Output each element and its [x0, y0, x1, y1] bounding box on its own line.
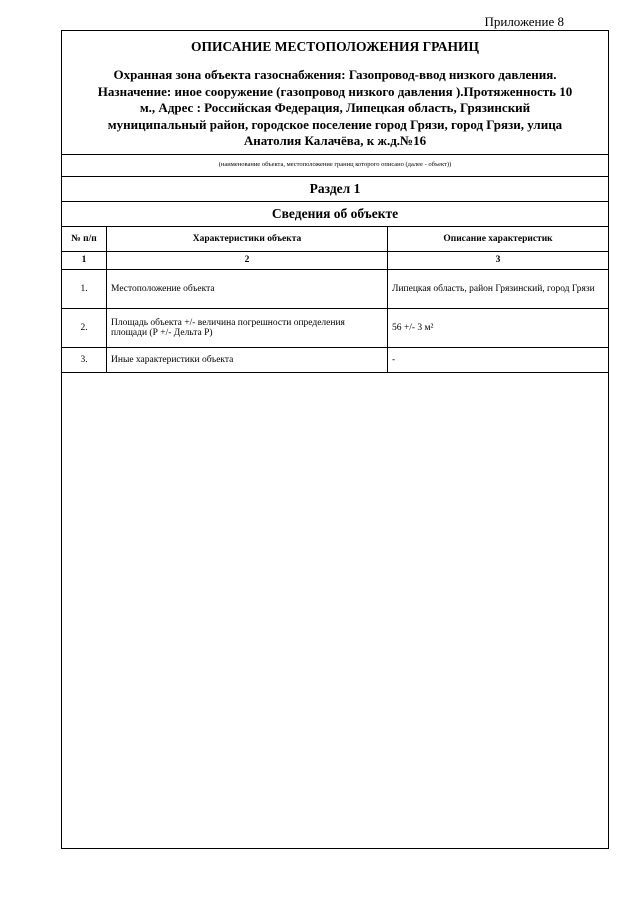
table-header-description: Описание характеристик [388, 226, 609, 251]
table-row [62, 269, 608, 308]
object-description [70, 67, 600, 150]
object-description-line: Анатолия Калачёва, к ж.д.№16 [243, 133, 427, 148]
divider [62, 154, 608, 155]
document-frame [61, 30, 609, 849]
object-description-line: м., Адрес : Российская Федерация, Липецкая область, Грязинский [139, 100, 531, 115]
row-description: 56 +/- 3 м² [388, 308, 609, 347]
row-number: 3. [62, 347, 107, 372]
table-row [62, 347, 608, 372]
object-description-line: Назначение: иное сооружение (газопровод низкого давления ).Протяженность 10 [97, 83, 573, 99]
table-header-number: № п/п [62, 226, 107, 251]
document-title: ОПИСАНИЕ МЕСТОПОЛОЖЕНИЯ ГРАНИЦ [191, 39, 479, 54]
section-subtitle: Сведения об объекте [271, 205, 399, 221]
table-header-characteristic: Характеристики объекта [107, 226, 388, 251]
object-description-line: Охранная зона объекта газоснабжения: Газопровод-ввод низкого давления. [113, 67, 557, 82]
table-index-row [62, 251, 608, 269]
row-characteristic: Местоположение объекта [107, 269, 388, 308]
table-header-row [62, 226, 608, 251]
table-index-cell: 2 [107, 251, 388, 269]
row-number: 1. [62, 269, 107, 308]
object-info-table [62, 226, 608, 373]
table-row [62, 308, 608, 347]
row-description: Липецкая область, район Грязинский, город Грязи [388, 269, 609, 308]
row-characteristic: Площадь объекта +/- величина погрешности определения площади (Р +/- Дельта Р) [107, 308, 388, 347]
row-description: - [388, 347, 609, 372]
section-title: Раздел 1 [309, 180, 361, 196]
table-index-cell: 3 [388, 251, 609, 269]
appendix-label: Приложение 8 [484, 14, 564, 29]
row-number: 2. [62, 308, 107, 347]
row-characteristic: Иные характеристики объекта [107, 347, 388, 372]
object-hint: (наименование объекта, местоположение границ которого описано (далее - объект)) [218, 160, 452, 168]
table-index-cell: 1 [62, 251, 107, 269]
object-description-line: муниципальный район, городское поселение город Грязи, город Грязи, улица [107, 116, 563, 132]
